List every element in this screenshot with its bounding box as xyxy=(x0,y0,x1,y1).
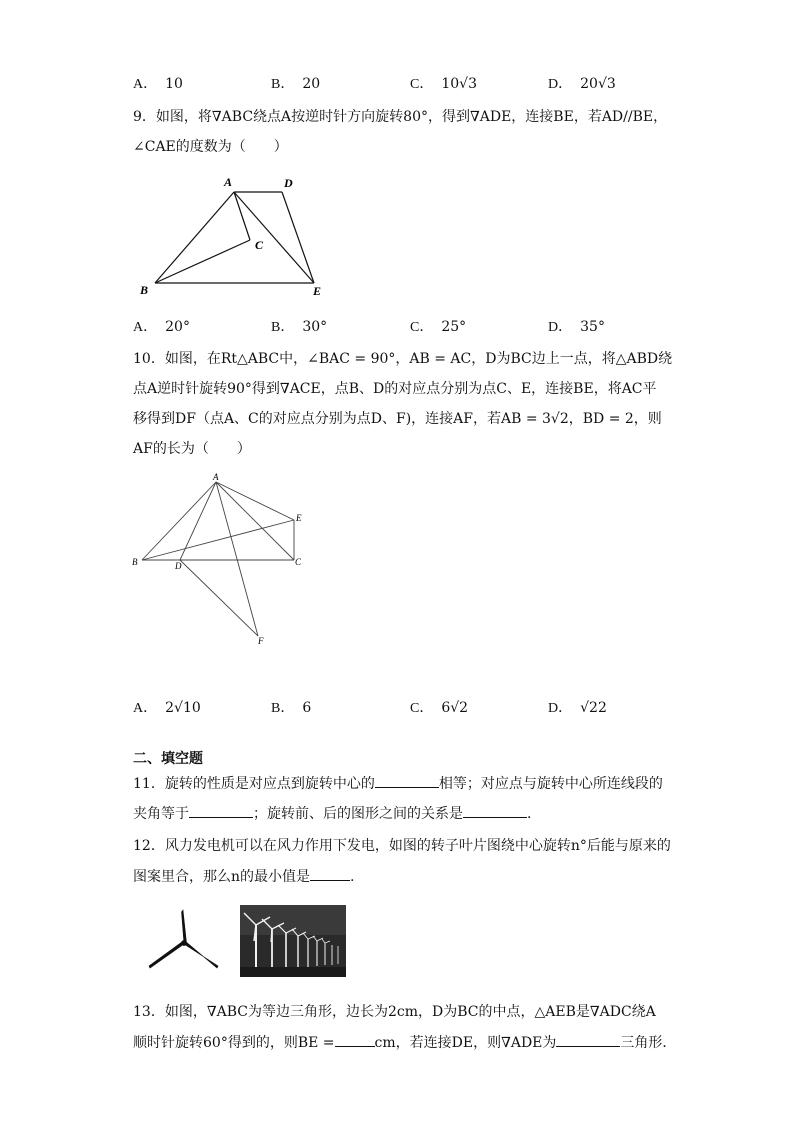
q9-label-e: E xyxy=(313,284,322,298)
q10-option-a-letter: A． xyxy=(133,701,158,716)
q9-label-a: A xyxy=(224,175,233,189)
q10-label-d: D xyxy=(175,561,182,571)
q10-stem-line1: 10．如图，在Rt△ABC中，∠BAC = 90°，AB = AC，D为BC边上一点，将△ABD绕 xyxy=(133,351,673,367)
q9-label-b: B xyxy=(140,283,149,297)
q8-option-c xyxy=(410,73,477,93)
q8-option-d-letter: D． xyxy=(548,77,573,92)
q10-label-a: A xyxy=(213,472,219,482)
q11-blank-3[interactable] xyxy=(463,803,527,818)
q9-label-d: D xyxy=(284,176,293,190)
q9-figure xyxy=(130,170,340,300)
q12-line2 xyxy=(133,866,354,887)
q9-stem-line1: 9．如图，将∇ABC绕点A按逆时针方向旋转80°，得到∇ADE，连接BE，若AD//BE， xyxy=(133,109,668,125)
q11-line2-part1: 夹角等于 xyxy=(133,806,189,822)
q10-option-d xyxy=(548,697,607,717)
q11-line2-part2: ；旋转前、后的图形之间的关系是 xyxy=(253,806,463,822)
q8-option-b-letter: B． xyxy=(271,77,295,92)
q9-option-a xyxy=(133,316,190,336)
q9-option-b-text: 30° xyxy=(302,319,328,335)
q10-label-c: C xyxy=(295,557,302,567)
q10-option-b-text: 6 xyxy=(302,700,312,716)
q8-option-c-letter: C． xyxy=(410,77,434,92)
section-heading-fill-in: 二、填空题 xyxy=(133,751,203,767)
q9-option-a-text: 20° xyxy=(165,319,190,335)
q13-blank-1[interactable] xyxy=(335,1032,375,1047)
q13-line2-part3: 三角形． xyxy=(620,1035,677,1051)
rotor-blade-icon xyxy=(146,908,222,972)
q10-option-d-text: √22 xyxy=(580,700,607,716)
q9-option-c xyxy=(410,316,466,336)
q10-option-c-letter: C． xyxy=(410,701,434,716)
q10-figure xyxy=(128,470,318,650)
q10-option-a-text: 2√10 xyxy=(165,700,201,716)
q11-blank-1[interactable] xyxy=(375,773,439,788)
q10-option-d-letter: D． xyxy=(548,701,573,716)
q9-label-c: C xyxy=(255,238,264,252)
q12-line2-part1: 图案里合，那么n的最小值是 xyxy=(133,869,311,885)
q8-option-a xyxy=(133,73,183,93)
q9-option-d-letter: D． xyxy=(548,320,573,335)
q12-line1: 12．风力发电机可以在风力作用下发电，如图的转子叶片图绕中心旋转n°后能与原来的 xyxy=(133,838,671,854)
q10-label-f: F xyxy=(258,636,264,646)
q8-option-b-text: 20 xyxy=(302,76,321,92)
q9-option-d-text: 35° xyxy=(580,319,605,335)
q9-option-a-letter: A． xyxy=(133,320,158,335)
q10-stem-line4: AF的长为（ ） xyxy=(133,441,251,457)
q11-blank-2[interactable] xyxy=(189,803,253,818)
q8-option-d-text: 20√3 xyxy=(580,76,616,92)
q11-line1-part1: 11．旋转的性质是对应点到旋转中心的 xyxy=(133,776,375,792)
q8-option-c-text: 10√3 xyxy=(441,76,477,92)
q13-line2-part2: cm，若连接DE，则∇ADE为 xyxy=(374,1035,557,1051)
q8-option-d xyxy=(548,73,616,93)
q9-option-b-letter: B． xyxy=(271,320,295,335)
q9-option-b xyxy=(271,316,327,336)
q13-line1: 13．如图，∇ABC为等边三角形，边长为2cm，D为BC的中点，△AEB是∇ADC绕A xyxy=(133,1004,656,1020)
q8-option-a-letter: A． xyxy=(133,77,158,92)
q10-option-b-letter: B． xyxy=(271,701,295,716)
q10-stem-line3: 移得到DF（点A、C的对应点分别为点D、F)，连接AF，若AB = 3√2，BD = 2，则 xyxy=(133,411,662,427)
q9-stem-line2: ∠CAE的度数为（ ） xyxy=(133,139,288,155)
q9-option-c-text: 25° xyxy=(441,319,467,335)
q11-line2 xyxy=(133,803,531,824)
q9-option-d xyxy=(548,316,605,336)
q11-line1-part2: 相等；对应点与旋转中心所连线段的 xyxy=(438,776,663,792)
wind-turbine-photo xyxy=(240,905,346,977)
q11-line1 xyxy=(133,773,663,794)
q11-line2-part3: . xyxy=(527,806,532,822)
q10-option-b xyxy=(271,697,311,717)
q8-option-a-text: 10 xyxy=(165,76,183,92)
q10-label-b: B xyxy=(132,557,138,567)
q13-line2 xyxy=(133,1032,676,1053)
q10-stem-line2: 点A逆时针旋转90°得到∇ACE，点B、D的对应点分别为点C、E，连接BE，将AC平 xyxy=(133,381,657,397)
q10-option-c xyxy=(410,697,468,717)
q10-label-e: E xyxy=(296,513,302,523)
q12-blank[interactable] xyxy=(310,866,350,881)
q13-blank-2[interactable] xyxy=(556,1032,620,1047)
q8-option-b xyxy=(271,73,320,93)
q12-line2-part2: . xyxy=(350,869,355,885)
q9-option-c-letter: C． xyxy=(410,320,434,335)
q13-line2-part1: 顺时针旋转60°得到的，则BE = xyxy=(133,1035,335,1051)
q10-option-c-text: 6√2 xyxy=(441,700,469,716)
q10-option-a xyxy=(133,697,201,717)
